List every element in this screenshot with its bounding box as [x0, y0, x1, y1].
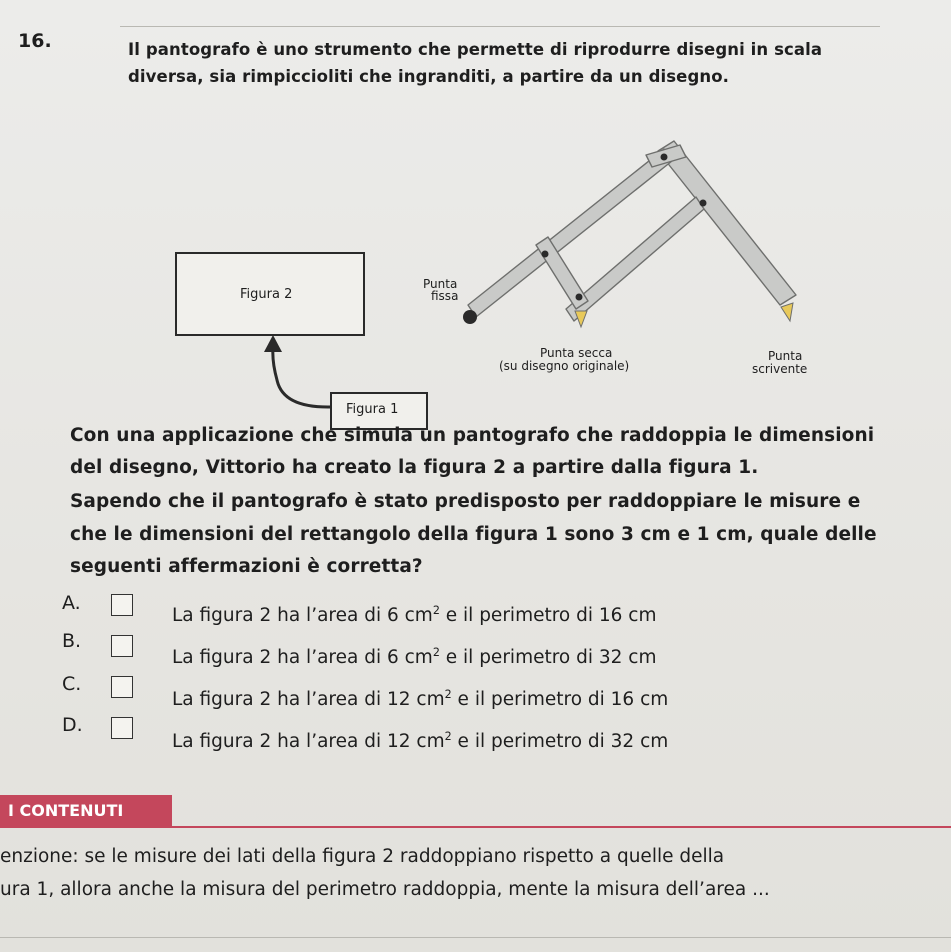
- intro-line-2: diversa, sia rimpiccioliti che ingranditi, a partire da un disegno.: [128, 67, 730, 86]
- paragraph-line-4: che le dimensioni del rettangolo della figura 1 sono 3 cm e 1 cm, quale delle: [70, 524, 877, 545]
- bottom-rule: [0, 937, 951, 938]
- figura-1-label: Figura 1: [346, 402, 399, 417]
- option-d-text: La figura 2 ha l’area di 12 $cm^2$ e il perimetro di 32 cm: [172, 730, 669, 753]
- section-banner: I CONTENUTI: [0, 795, 172, 827]
- paragraph-line-3: Sapendo che il pantografo è stato predisposto per raddoppiare le misure e: [70, 491, 861, 512]
- option-b-letter: B.: [62, 630, 82, 652]
- option-b-checkbox[interactable]: [111, 635, 133, 657]
- punta-secca-label-2: (su disegno originale): [499, 359, 630, 373]
- option-c-text: La figura 2 ha l’area di 12 $cm^2$ e il perimetro di 16 cm: [172, 688, 669, 711]
- punta-fissa-label-2: fissa: [431, 289, 459, 303]
- pantograph-illustration: [440, 135, 840, 340]
- paragraph-line-1: Con una applicazione che simula un pantografo che raddoppia le dimensioni: [70, 425, 875, 446]
- fixed-point-icon: [463, 310, 477, 324]
- option-b-text: La figura 2 ha l’area di 6 $cm^2$ e il perimetro di 32 cm: [172, 646, 657, 669]
- section-line-1: enzione: se le misure dei lati della figura 2 raddoppiano rispetto a quelle della: [0, 846, 725, 867]
- intro-line-1: Il pantografo è uno strumento che permette di riprodurre disegni in scala: [128, 40, 823, 59]
- punta-secca-label-1: Punta secca: [540, 346, 613, 360]
- option-c-letter: C.: [62, 673, 82, 695]
- option-d-checkbox[interactable]: [111, 717, 133, 739]
- punta-scrivente-label-1: Punta: [768, 349, 803, 363]
- paragraph-line-2: del disegno, Vittorio ha creato la figura 2 a partire dalla figura 1.: [70, 457, 759, 478]
- section-line-2: ura 1, allora anche la misura del perimetro raddoppia, mente la misura dell’area ...: [0, 879, 770, 900]
- option-a-checkbox[interactable]: [111, 594, 133, 616]
- question-number: 16.: [18, 30, 52, 52]
- top-rule: [120, 26, 880, 27]
- option-c-checkbox[interactable]: [111, 676, 133, 698]
- option-a-letter: A.: [62, 592, 81, 614]
- punta-fissa-label-1: Punta: [423, 277, 458, 291]
- paragraph-line-5: seguenti affermazioni è corretta?: [70, 556, 423, 577]
- figura-2-label: Figura 2: [240, 287, 293, 302]
- option-a-text: La figura 2 ha l’area di 6 $cm^2$ e il perimetro di 16 cm: [172, 604, 657, 627]
- option-d-letter: D.: [62, 714, 83, 736]
- punta-scrivente-label-2: scrivente: [752, 362, 808, 376]
- section-divider: [0, 826, 951, 828]
